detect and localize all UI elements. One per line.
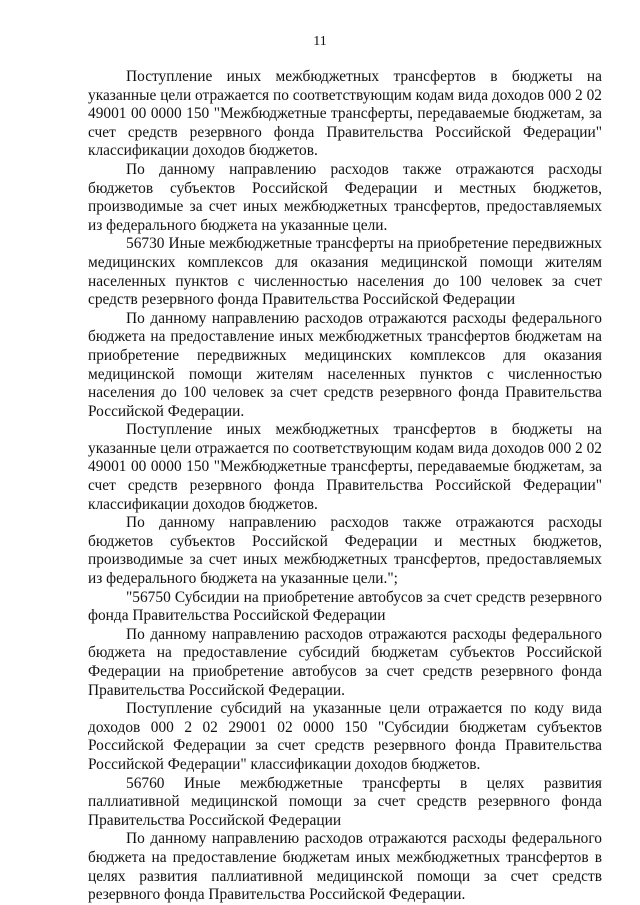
paragraph-7-heading-56750: "56750 Субсидии на приобретение автобусов за счет средств резервного фонда Правительства Российской Федерации (88, 588, 602, 625)
paragraph-2: По данному направлению расходов также отражаются расходы бюджетов субъектов Российской Федерации и местных бюджетов, производимые за счет иных межбюджетных трансфертов, предоставляемых из федерального бюджета на указанные цели. (88, 160, 602, 234)
paragraph-10-heading-56760: 56760 Иные межбюджетные трансферты в целях развития паллиативной медицинской помощи за счет средств резервного фонда Правительства Российской Федерации (88, 774, 602, 829)
paragraph-3-heading-56730: 56730 Иные межбюджетные трансферты на приобретение передвижных медицинских комплексов для оказания медицинской помощи жителям населенных пунктов с численностью населения до 100 человек за счет средств резервного фонда Правительства Российской Федерации (88, 235, 602, 309)
paragraph-8: По данному направлению расходов отражаются расходы федерального бюджета на предоставление субсидий бюджетам субъектов Российской Федерации на приобретение автобусов за счет средств резервного фонда Правительства Российской Федерации. (88, 625, 602, 699)
paragraph-6: По данному направлению расходов также отражаются расходы бюджетов субъектов Российской Федерации и местных бюджетов, производимые за счет иных межбюджетных трансфертов, предоставляемых из федерального бюджета на указанные цели."; (88, 514, 602, 588)
paragraph-1: Поступление иных межбюджетных трансфертов в бюджеты на указанные цели отражается по соответствующим кодам вида доходов 000 2 02 49001 00 0000 150 "Межбюджетные трансферты, передаваемые бюджетам, за счет средств резервного фонда Правительства Российской Федерации" классификации доходов бюджетов. (88, 68, 602, 160)
paragraph-4: По данному направлению расходов отражаются расходы федерального бюджета на предоставление иных межбюджетных трансфертов бюджетам на приобретение передвижных медицинских комплексов для оказания медицинской помощи жителям населенных пунктов с численностью населения до 100 человек за счет средств резервного фонда Правительства Российской Федерации. (88, 309, 602, 420)
paragraph-9: Поступление субсидий на указанные цели отражается по коду вида доходов 000 2 02 29001 02 0000 150 "Субсидии бюджетам субъектов Российской Федерации за счет средств резервного фонда Правительства Российской Федерации" классификации доходов бюджетов. (88, 700, 602, 773)
paragraph-5: Поступление иных межбюджетных трансфертов в бюджеты на указанные цели отражается по соответствующим кодам вида доходов 000 2 02 49001 00 0000 150 "Межбюджетные трансферты, передаваемые бюджетам, за счет средств резервного фонда Правительства Российской Федерации" классификации доходов бюджетов. (88, 421, 602, 513)
document-body (88, 68, 602, 905)
paragraph-11: По данному направлению расходов отражаются расходы федерального бюджета на предоставление бюджетам иных межбюджетных трансфертов в целях развития паллиативной медицинской помощи за счет средств резервного фонда Правительства Российской Федерации. (88, 830, 602, 904)
page-number: 11 (313, 34, 327, 49)
